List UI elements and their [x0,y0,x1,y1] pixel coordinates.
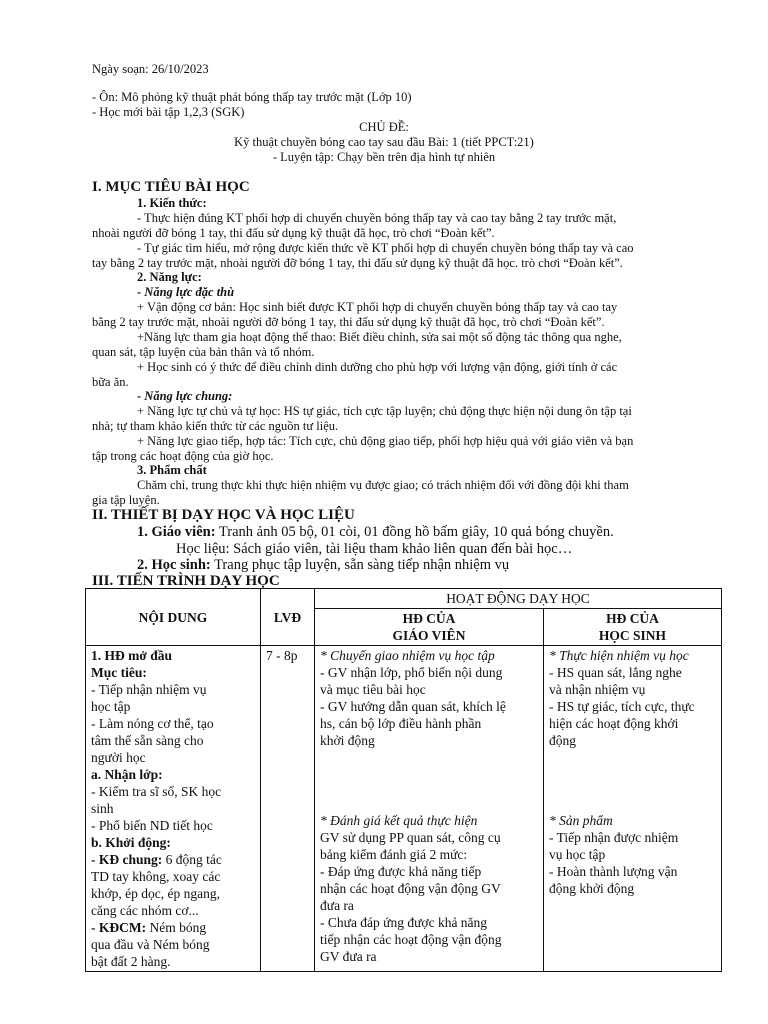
teacher-eval-line: GV đưa ra [320,949,377,964]
teacher-eval-title: * Đánh giá kết quả thực hiện [320,813,478,828]
teacher-activity-cell [315,646,544,972]
student-product-line: vụ học tập [549,847,606,862]
warmup-special-text: Ném bóng [146,920,207,935]
roll-call-line: - Phổ biến ND tiết học [91,818,213,833]
goal-line: tâm thế sẵn sàng cho [91,733,204,748]
student-equipment-text: Trang phục tập luyện, sẵn sàng tiếp nhận nhiệm vụ [210,557,510,573]
new-lesson-line: - Học mới bài tập 1,2,3 (SGK) [92,105,245,119]
warmup-general-line [91,851,255,868]
goal-line: học tập [91,699,131,714]
teacher-eval-line: - Đáp ứng được khả năng tiếp [320,864,482,879]
goal-label: Mục tiêu: [91,665,147,680]
teacher-eval-line: bảng kiểm đánh giá 2 mức: [320,847,468,862]
roll-call-line: sinh [91,801,114,816]
teacher-eval-line: đưa ra [320,898,354,913]
roll-call-line: - Kiểm tra sĩ số, SK học [91,784,222,799]
header-student-line: HĐ CỦA [606,611,659,626]
topic-title: Kỹ thuật chuyền bóng cao tay sau đầu Bài: 1 (tiết PPCT:21) [234,135,534,149]
header-activity: HOẠT ĐỘNG DẠY HỌC [315,589,722,609]
general-line: tập trong các hoạt động của giờ học. [92,449,274,463]
student-task-line: động [549,733,576,748]
student-product-title: * Sản phẩm [549,813,613,828]
roll-call-label: a. Nhận lớp: [91,767,163,782]
goal-line: người học [91,750,146,765]
specific-competence-title: - Năng lực đặc thù [137,285,235,299]
specific-line: + Vận động cơ bản: Học sinh biết được KT phối hợp di chuyển chuyền bóng thấp tay và cao tay [137,300,618,314]
content-cell [86,646,261,972]
specific-line: + Học sinh có ý thức để điều chỉnh dinh dưỡng cho phù hợp với lượng vận động, giới tính ở các [137,360,618,374]
competence-title: 2. Năng lực: [137,270,202,284]
knowledge-title: 1. Kiến thức: [137,196,207,210]
header-lvd: LVĐ [261,589,315,646]
warmup-general-label: - KĐ chung: [91,852,163,867]
warmup-label: b. Khởi động: [91,835,171,850]
goal-line: - Làm nóng cơ thể, tạo [91,716,214,731]
teacher-equipment-label: 1. Giáo viên: [137,524,216,540]
specific-line: bằng 2 tay trước mặt, nhoài người đỡ bóng 1 tay, thi đấu sử dụng kỹ thuật đã học, trò chơi “Đoàn kết”. [92,315,605,329]
student-product-line: - Tiếp nhận được nhiệm [549,830,679,845]
teacher-equipment-text: Tranh ảnh 05 bộ, 01 còi, 01 đồng hồ bấm giây, 10 quả bóng chuyền. [215,524,614,540]
header-teacher-line: GIÁO VIÊN [392,628,466,643]
teacher-cell-spacer [320,749,538,812]
general-line: + Năng lực tự chủ và tự học: HS tự giác, tích cực tập luyện; chủ động thực hiện nội dung ôn tập tại [137,404,632,418]
lesson-plan-table [85,588,722,972]
warmup-general-line: TD tay không, xoay các [91,869,221,884]
teacher-task-line: - GV nhận lớp, phổ biến nội dung [320,665,503,680]
student-product-line: - Hoàn thành lượng vận [549,864,678,879]
teacher-task-line: và mục tiêu bài học [320,682,426,697]
general-line: nhà; tự tham khảo kiến thức từ các nguồn tư liệu. [92,419,339,433]
warmup-general-line: khớp, ép dọc, ép ngang, [91,886,220,901]
knowledge-line: tay bằng 2 tay trước mặt, nhoài người đỡ bóng 1 tay, thi đấu sử dụng kỹ thuật đã học. trò chơi “Đoàn kết”. [92,256,623,270]
section-2-title: II. THIẾT BỊ DẠY HỌC VÀ HỌC LIỆU [92,507,355,523]
student-task-line: và nhận nhiệm vụ [549,682,646,697]
header-student-activity [544,609,722,646]
general-competence-title: - Năng lực chung: [137,389,233,403]
header-teacher-line: HĐ CỦA [402,611,456,626]
topic-label: CHỦ ĐỀ: [359,120,409,134]
content-heading: 1. HĐ mở đầu [91,648,172,663]
warmup-special-line: qua đầu và Ném bóng [91,937,210,952]
warmup-special-label: - KĐCM: [91,920,147,935]
warmup-special-line [91,919,255,936]
date-line: Ngày soạn: 26/10/2023 [92,62,209,76]
student-task-line: hiện các hoạt động khởi [549,716,679,731]
topic-practice: - Luyện tập: Chạy bền trên địa hình tự nhiên [272,150,496,164]
student-task-title: * Thực hiện nhiệm vụ học [549,648,689,663]
quality-line: Chăm chỉ, trung thực khi thực hiện nhiệm vụ được giao; có trách nhiệm đối với đồng đội khi tham [137,478,629,492]
general-line: + Năng lực giao tiếp, hợp tác: Tích cực, chủ động giao tiếp, phối hợp hiệu quả với giáo viên và bạn [137,434,634,448]
teacher-eval-line: tiếp nhận các hoạt động vận động [320,932,502,947]
teacher-task-title: * Chuyển giao nhiệm vụ học tập [320,648,495,663]
lvd-cell: 7 - 8p [261,646,315,972]
teacher-task-line: hs, cán bộ lớp điều hành phần [320,716,482,731]
section-1-title: I. MỤC TIÊU BÀI HỌC [92,179,250,195]
teacher-eval-line: GV sử dụng PP quan sát, công cụ [320,830,501,845]
review-line: - Ôn: Mô phỏng kỹ thuật phát bóng thấp tay trước mặt (Lớp 10) [92,90,412,104]
student-equipment-label: 2. Học sinh: [137,557,211,573]
header-student-line: HỌC SINH [598,628,667,643]
goal-line: - Tiếp nhận nhiệm vụ [91,682,207,697]
knowledge-line: - Tự giác tìm hiểu, mở rộng được kiến thức về KT phối hợp di chuyển chuyền bóng thấp tay và cao [137,241,634,255]
student-activity-cell [544,646,722,972]
specific-line: quan sát, tập luyện của bản thân và tổ nhóm. [92,345,315,359]
section-3-title: III. TIẾN TRÌNH DẠY HỌC [92,573,280,589]
table-header-row [86,589,722,609]
teacher-task-line: khởi động [320,733,375,748]
specific-line: +Năng lực tham gia hoạt động thể thao: Biết điều chỉnh, sửa sai một số động tác thông qua nghe, [137,330,622,344]
warmup-general-text: 6 động tác [162,852,222,867]
materials-line: Học liệu: Sách giáo viên, tài liệu tham khảo liên quan đến bài học… [176,541,573,557]
teacher-task-line: - GV hướng dẫn quan sát, khích lệ [320,699,506,714]
warmup-general-line: căng các nhóm cơ... [91,903,199,918]
teacher-eval-line: - Chưa đáp ứng được khả năng [320,915,488,930]
student-equipment-line [137,557,509,574]
knowledge-line: - Thực hiện đúng KT phối hợp di chuyển chuyền bóng thấp tay và cao tay bằng 2 tay trước mặt, [137,211,617,225]
knowledge-line: nhoài người đỡ bóng 1 tay, thi đấu sử dụng kỹ thuật đã học, trò chơi “Đoàn kết”. [92,226,495,240]
header-teacher-activity [315,609,544,646]
specific-line: bữa ăn. [92,375,129,389]
teacher-equipment-line [137,524,614,541]
warmup-special-line: bật đất 2 hàng. [91,954,171,969]
table-row [86,646,722,972]
quality-line: gia tập luyện. [92,493,160,507]
student-product-line: động khởi động [549,881,635,896]
quality-title: 3. Phẩm chất [137,463,207,477]
header-content: NỘI DUNG [86,589,261,646]
teacher-eval-line: nhận các hoạt động vận động GV [320,881,501,896]
student-cell-spacer [549,749,716,812]
student-task-line: - HS tự giác, tích cực, thực [549,699,695,714]
student-task-line: - HS quan sát, lắng nghe [549,665,682,680]
